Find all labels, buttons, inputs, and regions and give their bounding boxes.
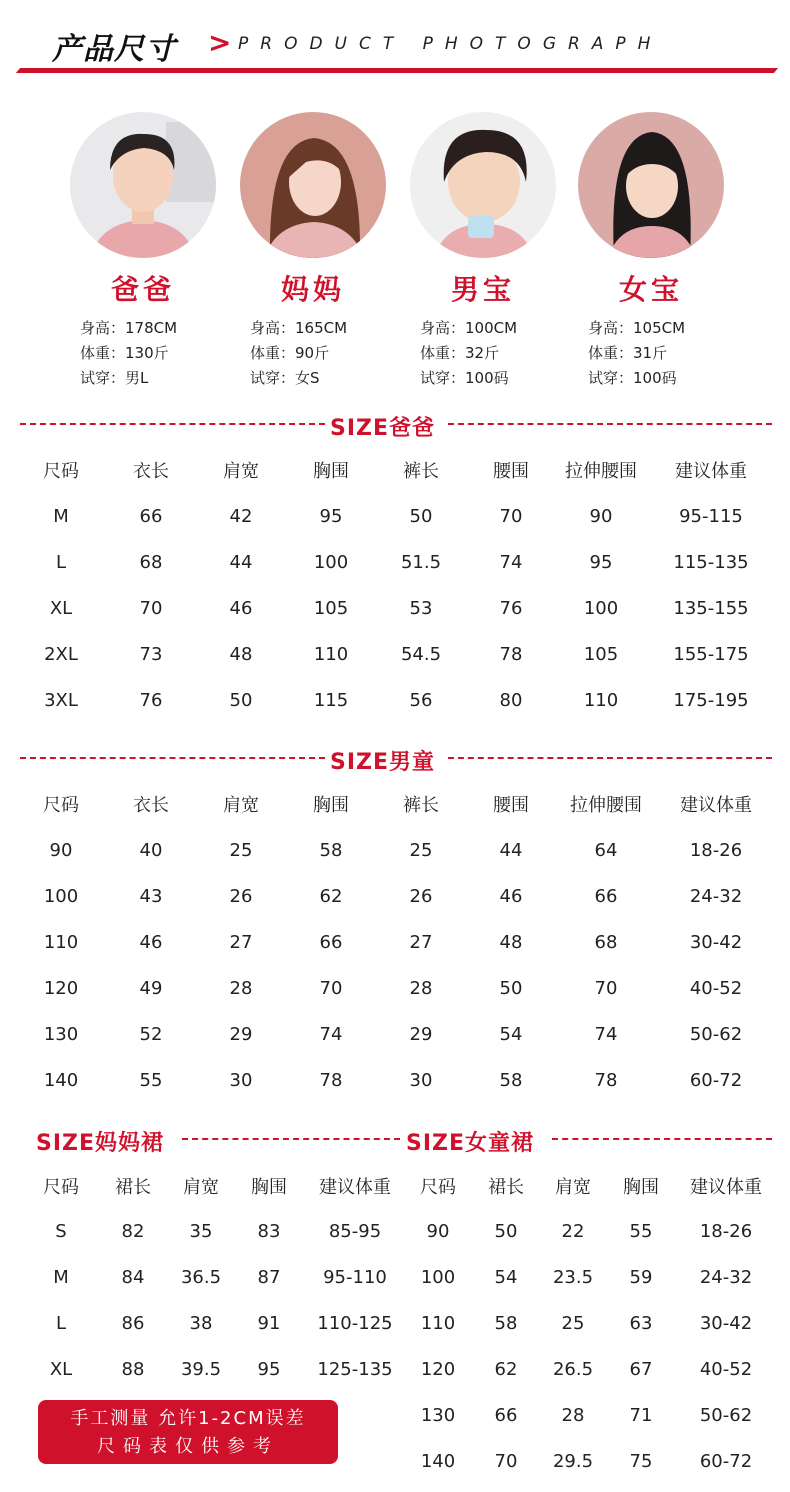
table-cell: 78: [594, 1069, 618, 1091]
table-cell: 30: [229, 1069, 253, 1091]
table-cell: 55: [139, 1069, 163, 1091]
table-cell: 36.5: [180, 1266, 222, 1288]
section-label: SIZE男童: [330, 750, 436, 775]
table-cell: 50: [409, 505, 433, 527]
table-cell: 48: [499, 931, 523, 953]
model-trial: 试穿：100码: [420, 369, 509, 387]
table-header: 肩宽: [223, 461, 259, 482]
table-cell: 50-62: [689, 1023, 743, 1045]
table-cell: 64: [594, 839, 618, 861]
table-cell: 68: [594, 931, 618, 953]
table-cell: 60-72: [689, 1069, 743, 1091]
model-mom: [228, 112, 398, 391]
table-cell: 67: [629, 1358, 653, 1380]
model-trial: 试穿：100码: [588, 369, 677, 387]
table-cell: 84: [121, 1266, 145, 1288]
table-cell: 22: [561, 1220, 585, 1242]
table-header: 尺码: [43, 461, 79, 482]
table-cell: 52: [139, 1023, 163, 1045]
table-cell: 71: [629, 1404, 653, 1426]
table-cell: 62: [319, 885, 343, 907]
table-cell: 51.5: [400, 551, 442, 573]
table-cell: 18-26: [689, 839, 743, 861]
table-cell: 40: [139, 839, 163, 861]
header-divider: [16, 68, 778, 73]
table-cell: 74: [499, 551, 523, 573]
table-cell: 155-175: [673, 643, 749, 665]
girl-size-table: [404, 1164, 776, 1484]
model-name: 爸爸: [110, 273, 175, 306]
table-header: 裙长: [488, 1177, 524, 1198]
table-cell: 46: [229, 597, 253, 619]
section-label: SIZE妈妈裙: [36, 1131, 165, 1156]
table-cell: L: [55, 551, 67, 573]
dad-size-table: [16, 447, 776, 723]
dashed-divider: [20, 423, 325, 425]
table-cell: 90: [49, 839, 73, 861]
table-cell: 3XL: [44, 689, 78, 711]
table-cell: 18-26: [699, 1220, 753, 1242]
table-cell: 100: [43, 885, 79, 907]
table-cell: 28: [409, 977, 433, 999]
table-cell: 26: [229, 885, 253, 907]
dashed-divider: [448, 757, 772, 759]
table-row: [16, 919, 776, 965]
table-cell: 66: [319, 931, 343, 953]
model-name: 男宝: [450, 273, 515, 306]
model-info: [58, 316, 228, 391]
model-height: 身高：100CM: [420, 319, 518, 337]
table-row: [22, 1208, 408, 1254]
model-height: 身高：178CM: [80, 319, 178, 337]
model-trial: 试穿：女S: [250, 369, 320, 387]
table-cell: 25: [561, 1312, 585, 1334]
table-header: 肩宽: [555, 1177, 591, 1198]
table-cell: 140: [43, 1069, 79, 1091]
dashed-divider: [20, 757, 325, 759]
table-cell: 62: [494, 1358, 518, 1380]
table-header-row: [16, 781, 776, 827]
table-header: 肩宽: [183, 1177, 219, 1198]
model-weight: 体重：32斤: [420, 344, 500, 362]
table-cell: 110-125: [317, 1312, 393, 1334]
model-weight: 体重：130斤: [80, 344, 169, 362]
table-cell: 58: [494, 1312, 518, 1334]
boy-size-table: [16, 781, 776, 1103]
avatar-girl: [578, 112, 724, 258]
table-cell: 130: [43, 1023, 79, 1045]
table-cell: 75: [629, 1450, 653, 1472]
table-header-row: [16, 447, 776, 493]
table-header: 建议体重: [675, 461, 747, 482]
table-cell: 63: [629, 1312, 653, 1334]
table-cell: 54: [499, 1023, 523, 1045]
table-cell: 110: [420, 1312, 456, 1334]
table-cell: 80: [499, 689, 523, 711]
table-cell: 46: [139, 931, 163, 953]
table-cell: 90: [426, 1220, 450, 1242]
table-cell: 70: [499, 505, 523, 527]
table-header: 建议体重: [690, 1177, 762, 1198]
model-trial: 试穿：男L: [80, 369, 149, 387]
table-cell: 29.5: [552, 1450, 594, 1472]
table-header: 腰围: [493, 795, 529, 816]
mom-size-table: [22, 1164, 408, 1392]
dashed-divider: [448, 423, 772, 425]
table-header: 尺码: [43, 1177, 79, 1198]
section-label: SIZE女童裙: [406, 1131, 535, 1156]
table-cell: 115: [313, 689, 349, 711]
table-header: 拉伸腰围: [570, 795, 642, 816]
model-section: [0, 112, 790, 402]
table-row: [16, 1011, 776, 1057]
table-cell: 100: [420, 1266, 456, 1288]
table-cell: 54: [494, 1266, 518, 1288]
table-row: [16, 1057, 776, 1103]
model-weight: 体重：90斤: [250, 344, 330, 362]
model-info: [398, 316, 568, 391]
table-cell: 44: [229, 551, 253, 573]
table-cell: 86: [121, 1312, 145, 1334]
table-cell: 83: [257, 1220, 281, 1242]
table-cell: 70: [319, 977, 343, 999]
table-cell: 2XL: [44, 643, 78, 665]
section-skirt-title: [36, 1126, 776, 1154]
table-cell: 55: [629, 1220, 653, 1242]
table-cell: 43: [139, 885, 163, 907]
table-cell: 76: [139, 689, 163, 711]
table-cell: 135-155: [673, 597, 749, 619]
table-cell: 70: [139, 597, 163, 619]
table-cell: 66: [494, 1404, 518, 1426]
model-name: 女宝: [618, 273, 683, 306]
note-line-2: 尺码表仅供参考: [97, 1436, 279, 1457]
table-header: 胸围: [313, 461, 349, 482]
table-cell: 87: [257, 1266, 281, 1288]
table-cell: 50: [494, 1220, 518, 1242]
page-subtitle: PRODUCT PHOTOGRAPH: [238, 34, 663, 54]
table-cell: 68: [139, 551, 163, 573]
table-row: [16, 677, 776, 723]
table-cell: 175-195: [673, 689, 749, 711]
table-cell: 26.5: [552, 1358, 594, 1380]
table-row: [16, 539, 776, 585]
table-cell: 90: [589, 505, 613, 527]
table-cell: 49: [139, 977, 163, 999]
table-header: 肩宽: [223, 795, 259, 816]
table-header: 建议体重: [680, 795, 752, 816]
table-cell: 54.5: [400, 643, 442, 665]
table-cell: 95-110: [323, 1266, 387, 1288]
table-cell: 100: [313, 551, 349, 573]
table-cell: 35: [189, 1220, 213, 1242]
table-cell: 39.5: [180, 1358, 222, 1380]
table-cell: 40-52: [689, 977, 743, 999]
table-row: [22, 1300, 408, 1346]
table-cell: 24-32: [689, 885, 743, 907]
table-header: 拉伸腰围: [565, 461, 637, 482]
section-dad-title: [20, 411, 772, 439]
table-header: 裙长: [115, 1177, 151, 1198]
table-cell: 70: [494, 1450, 518, 1472]
table-cell: 23.5: [552, 1266, 594, 1288]
table-header-row: [22, 1164, 408, 1208]
table-row: [16, 965, 776, 1011]
table-cell: 44: [499, 839, 523, 861]
table-header: 建议体重: [319, 1177, 391, 1198]
table-cell: 115-135: [673, 551, 749, 573]
table-cell: 56: [409, 689, 433, 711]
table-row: [22, 1346, 408, 1392]
table-cell: 50: [229, 689, 253, 711]
model-boy: [398, 112, 568, 391]
section-label: SIZE爸爸: [330, 416, 436, 441]
table-cell: 30-42: [689, 931, 743, 953]
table-cell: 24-32: [699, 1266, 753, 1288]
table-cell: 50: [499, 977, 523, 999]
table-cell: 58: [499, 1069, 523, 1091]
table-row: [404, 1300, 776, 1346]
page-title: 产品尺寸: [52, 32, 176, 67]
table-row: [404, 1438, 776, 1484]
table-cell: 66: [139, 505, 163, 527]
table-cell: M: [53, 1266, 69, 1288]
table-cell: 42: [229, 505, 253, 527]
table-row: [404, 1346, 776, 1392]
table-cell: 29: [229, 1023, 253, 1045]
table-cell: 25: [409, 839, 433, 861]
table-header: 裤长: [403, 461, 439, 482]
table-cell: 30: [409, 1069, 433, 1091]
table-cell: 25: [229, 839, 253, 861]
avatar-mom: [240, 112, 386, 258]
table-cell: 120: [43, 977, 79, 999]
table-cell: 125-135: [317, 1358, 393, 1380]
model-info: [566, 316, 736, 391]
table-header: 胸围: [313, 795, 349, 816]
table-row: [16, 631, 776, 677]
table-row: [22, 1254, 408, 1300]
table-cell: 85-95: [328, 1220, 382, 1242]
dashed-divider: [182, 1138, 400, 1140]
table-cell: 110: [313, 643, 349, 665]
table-cell: 95: [257, 1358, 281, 1380]
table-cell: 38: [189, 1312, 213, 1334]
chevron-right-icon: >: [208, 26, 232, 59]
table-row: [404, 1208, 776, 1254]
table-cell: 30-42: [699, 1312, 753, 1334]
table-cell: 29: [409, 1023, 433, 1045]
table-cell: 53: [409, 597, 433, 619]
table-cell: 73: [139, 643, 163, 665]
avatar-boy: [410, 112, 556, 258]
table-cell: 28: [229, 977, 253, 999]
table-header: 腰围: [493, 461, 529, 482]
page-header: [0, 0, 790, 80]
table-cell: 60-72: [699, 1450, 753, 1472]
model-name: 妈妈: [280, 273, 345, 306]
measurement-note: [38, 1400, 338, 1464]
table-header: 胸围: [251, 1177, 287, 1198]
table-cell: 48: [229, 643, 253, 665]
model-weight: 体重：31斤: [588, 344, 668, 362]
table-cell: 50-62: [699, 1404, 753, 1426]
table-row: [16, 827, 776, 873]
table-header: 胸围: [623, 1177, 659, 1198]
table-header-row: [404, 1164, 776, 1208]
table-row: [16, 873, 776, 919]
table-cell: 59: [629, 1266, 653, 1288]
table-cell: 95: [589, 551, 613, 573]
table-cell: L: [55, 1312, 67, 1334]
table-cell: 27: [229, 931, 253, 953]
model-height: 身高：105CM: [588, 319, 686, 337]
table-cell: 140: [420, 1450, 456, 1472]
table-cell: 74: [594, 1023, 618, 1045]
table-cell: M: [53, 505, 69, 527]
table-cell: 88: [121, 1358, 145, 1380]
table-cell: 28: [561, 1404, 585, 1426]
model-dad: [58, 112, 228, 391]
table-cell: 74: [319, 1023, 343, 1045]
model-girl: [566, 112, 736, 391]
table-cell: 46: [499, 885, 523, 907]
table-cell: 91: [257, 1312, 281, 1334]
table-cell: 78: [499, 643, 523, 665]
table-cell: 110: [43, 931, 79, 953]
table-cell: 40-52: [699, 1358, 753, 1380]
table-cell: 76: [499, 597, 523, 619]
table-cell: 66: [594, 885, 618, 907]
table-header: 尺码: [43, 795, 79, 816]
note-line-1: 手工测量 允许1-2CM误差: [70, 1408, 306, 1429]
table-row: [404, 1254, 776, 1300]
table-cell: XL: [49, 597, 73, 619]
table-cell: 110: [583, 689, 619, 711]
table-cell: 27: [409, 931, 433, 953]
table-header: 裤长: [403, 795, 439, 816]
table-cell: XL: [49, 1358, 73, 1380]
table-cell: 58: [319, 839, 343, 861]
table-cell: 100: [583, 597, 619, 619]
table-cell: 78: [319, 1069, 343, 1091]
table-header: 尺码: [420, 1177, 456, 1198]
avatar-dad: [70, 112, 216, 258]
dashed-divider: [552, 1138, 772, 1140]
table-cell: S: [55, 1220, 67, 1242]
table-cell: 105: [583, 643, 619, 665]
model-height: 身高：165CM: [250, 319, 348, 337]
table-cell: 95-115: [679, 505, 743, 527]
table-row: [404, 1392, 776, 1438]
table-header: 衣长: [133, 461, 169, 482]
table-header: 衣长: [133, 795, 169, 816]
table-row: [16, 585, 776, 631]
table-row: [16, 493, 776, 539]
table-cell: 95: [319, 505, 343, 527]
table-cell: 120: [420, 1358, 456, 1380]
table-cell: 70: [594, 977, 618, 999]
table-cell: 105: [313, 597, 349, 619]
section-boy-title: [20, 745, 772, 773]
table-cell: 26: [409, 885, 433, 907]
table-cell: 130: [420, 1404, 456, 1426]
table-cell: 82: [121, 1220, 145, 1242]
model-info: [228, 316, 398, 391]
